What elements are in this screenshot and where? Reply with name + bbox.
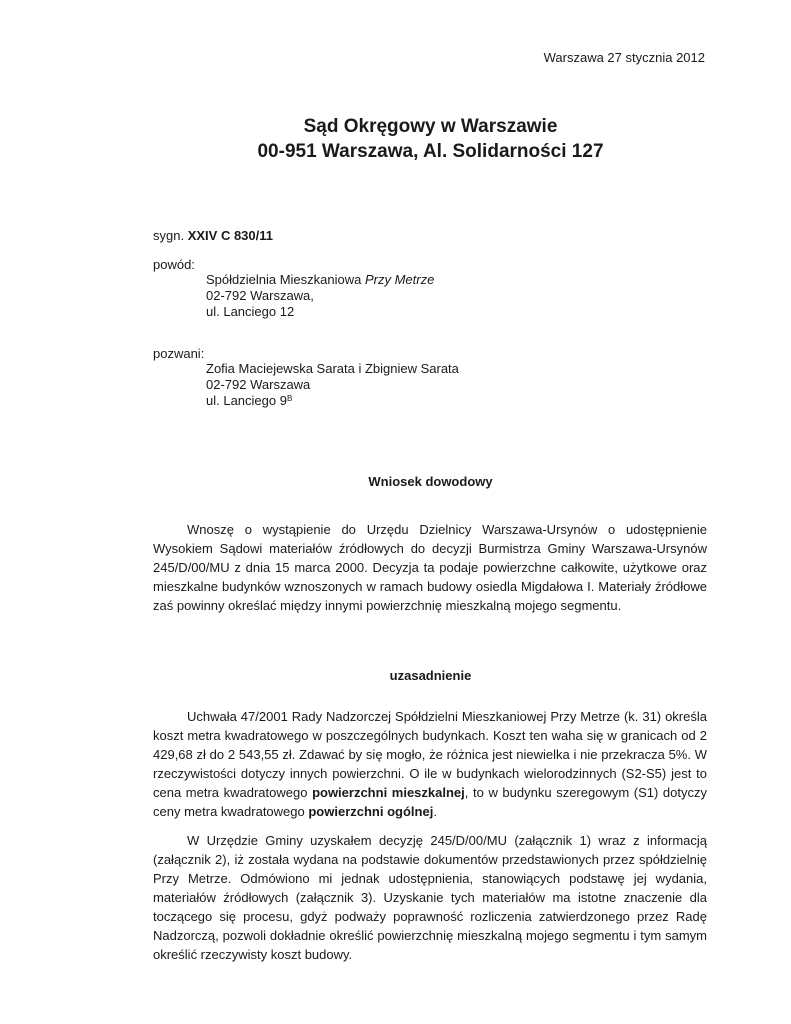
motion-body: Wnoszę o wystąpienie do Urzędu Dzielnicy Warszawa-Ursynów o udostępnienie Wysokiem Sądowi materiałów źródłowych do decyzji Burmistrza Gminy Warszawa-Ursynów 245/D/00/MU z dnia 15 marca 2000. Decyzja ta podaje powierzchne całkowite, użytkowe oraz mieszkalne budynków wznoszonych w ramach budowy osiedla Migdałowa I. Materiały źródłowe zaś powinny określać między innymi powierzchnię mieszkalną mojego segmentu. bbox=[153, 522, 707, 613]
case-signature-label: sygn. bbox=[153, 228, 185, 243]
plaintiff-name-italic: Przy Metrze bbox=[364, 272, 435, 287]
defendant-city: 02-792 Warszawa bbox=[206, 377, 311, 392]
plaintiff-label: powód: bbox=[153, 257, 195, 272]
plaintiff-name: Spółdzielnia Mieszkaniowa Przy Metrze bbox=[206, 272, 435, 287]
bold-total-area: powierzchni ogólnej bbox=[308, 804, 434, 819]
court-address: 00-951 Warszawa, Al. Solidarności 127 bbox=[257, 141, 604, 162]
defendant-label: pozwani: bbox=[153, 346, 205, 361]
justification-paragraph-1: Uchwała 47/2001 Rady Nadzorczej Spółdzielni Mieszkaniowej Przy Metrze (k. 31) określa koszt metra kwadratowego w poszczególnych budynkach. Koszt ten waha się w granicach od 2 429,68 zł do 2 543,55 zł. Zdawać by się mogło, że różnica jest niewielka i nie przekracza 5%. W rzeczywistości dotyczy innych powierzchni. O ile w budynkach wielorodzinnych (S2-S5) jest to cena metra kwadratowego powierzchni mieszkalnej, to w budynku szeregowym (S1) dotyczy ceny metra kwadratowego powierzchni ogólnej. bbox=[153, 709, 707, 819]
justification-title: uzasadnienie bbox=[389, 668, 472, 683]
defendant-street: ul. Lanciego $9^B$ bbox=[206, 393, 293, 408]
court-name: Sąd Okręgowy w Warszawie bbox=[303, 116, 558, 137]
case-signature bbox=[153, 228, 273, 243]
justification-paragraph-2: W Urzędzie Gminy uzyskałem decyzję 245/D/00/MU (załącznik 1) wraz z informacją (załącznik 2), iż została wydana na podstawie dokumentów przedstawionych przez spółdzielnię Przy Metrze. Odmówiono mi jednak udostępnienia, stanowiących podstawę jej wydania, materiałów źródłowych (załącznik 3). Uzyskanie tych materiałów ma istotne znaczenie dla toczącego się procesu, gdyż podważy poprawność rozliczenia zatwierdzonego przez Radę Nadzorczą, pozwoli dokładnie określić powierzchnię mieszkalną mojego segmentu i tym samym określić rzeczywisty koszt budowy. bbox=[153, 833, 707, 962]
plaintiff-city: 02-792 Warszawa, bbox=[206, 288, 314, 303]
bold-living-area: powierzchni mieszkalnej bbox=[312, 785, 465, 800]
court-header bbox=[0, 114, 791, 164]
defendant-names: Zofia Maciejewska Sarata i Zbigniew Sarata bbox=[206, 361, 459, 376]
plaintiff-street: ul. Lanciego 12 bbox=[206, 304, 295, 319]
defendant-details bbox=[206, 361, 459, 409]
case-number: XXIV C 830/11 bbox=[187, 228, 273, 243]
defendant-street-superscript: B bbox=[286, 394, 293, 403]
motion-title: Wniosek dowodowy bbox=[368, 474, 493, 489]
document-date: Warszawa 27 stycznia 2012 bbox=[543, 50, 705, 65]
plaintiff-details bbox=[206, 272, 434, 320]
